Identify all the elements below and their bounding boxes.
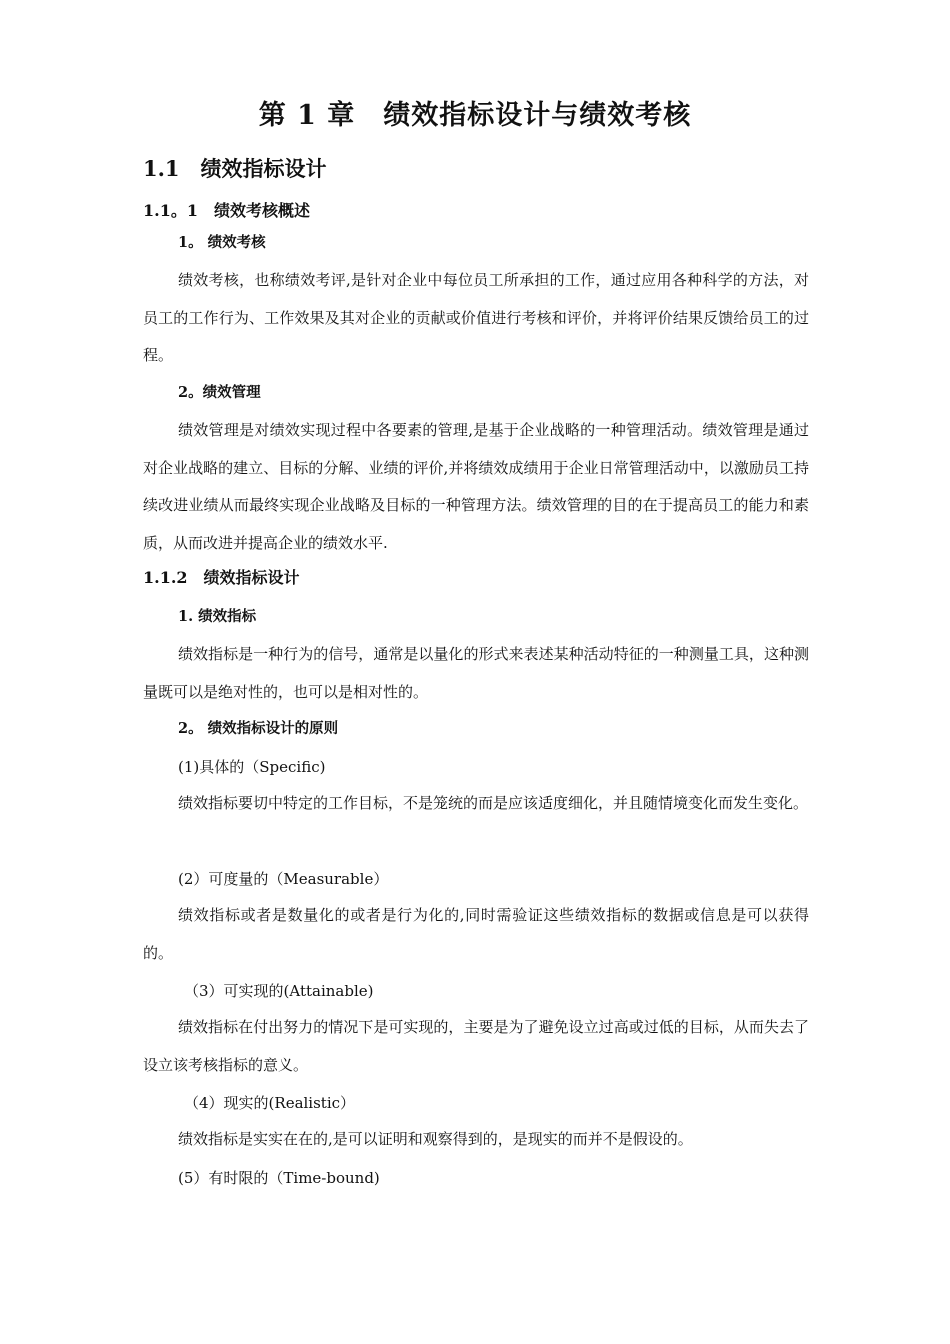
paragraph-principle-measurable: 绩效指标或者是数量化的或者是行为化的,同时需验证这些绩效指标的数据或信息是可以获得的。 <box>143 906 809 962</box>
item-heading-performance-indicator: 1. 绩效指标 <box>178 608 257 625</box>
section-heading-1-1-2: 1.1.2 绩效指标设计 <box>143 568 300 587</box>
principle-time-bound-label: (5）有时限的（Time-bound) <box>178 1169 380 1187</box>
principle-attainable-label: （3）可实现的(Attainable) <box>184 982 374 1000</box>
item-heading-design-principles: 2。 绩效指标设计的原则 <box>178 720 339 737</box>
principle-realistic-label: （4）现实的(Realistic） <box>184 1094 356 1112</box>
paragraph-principle-realistic: 绩效指标是实实在在的,是可以证明和观察得到的，是现实的而并不是假设的。 <box>178 1130 693 1148</box>
paragraph-performance-appraisal: 绩效考核，也称绩效考评,是针对企业中每位员工所承担的工作，通过应用各种科学的方法，对员工的工作行为、工作效果及其对企业的贡献或价值进行考核和评价，并将评价结果反馈给员工的过程。 <box>143 271 809 364</box>
section-heading-1-1-1: 1.1。1 绩效考核概述 <box>143 201 310 220</box>
chapter-title: 第 1 章 绩效指标设计与绩效考核 <box>258 100 692 131</box>
paragraph-principle-attainable: 绩效指标在付出努力的情况下是可实现的，主要是为了避免设立过高或过低的目标，从而失去了设立该考核指标的意义。 <box>143 1018 809 1074</box>
item-heading-performance-management: 2。绩效管理 <box>178 384 261 401</box>
paragraph-performance-management: 绩效管理是对绩效实现过程中各要素的管理,是基于企业战略的一种管理活动。绩效管理是通过对企业战略的建立、目标的分解、业绩的评价,并将绩效成绩用于企业日常管理活动中，以激励员工持续改进业绩从而最终实现企业战略及目标的一种管理方法。绩效管理的目的在于提高员工的能力和素质，从而改进并提高企业的绩效水平. <box>143 421 809 552</box>
principle-measurable-label: (2）可度量的（Measurable） <box>178 870 389 888</box>
paragraph-principle-specific: 绩效指标要切中特定的工作目标，不是笼统的而是应该适度细化，并且随情境变化而发生变化。 <box>178 794 809 812</box>
principle-specific-label: (1)具体的（Specific) <box>178 758 326 776</box>
section-heading-1-1: 1.1 绩效指标设计 <box>143 156 327 181</box>
paragraph-performance-indicator: 绩效指标是一种行为的信号，通常是以量化的形式来表述某种活动特征的一种测量工具，这种测量既可以是绝对性的，也可以是相对性的。 <box>143 645 809 701</box>
item-heading-performance-appraisal: 1。 绩效考核 <box>178 234 266 251</box>
